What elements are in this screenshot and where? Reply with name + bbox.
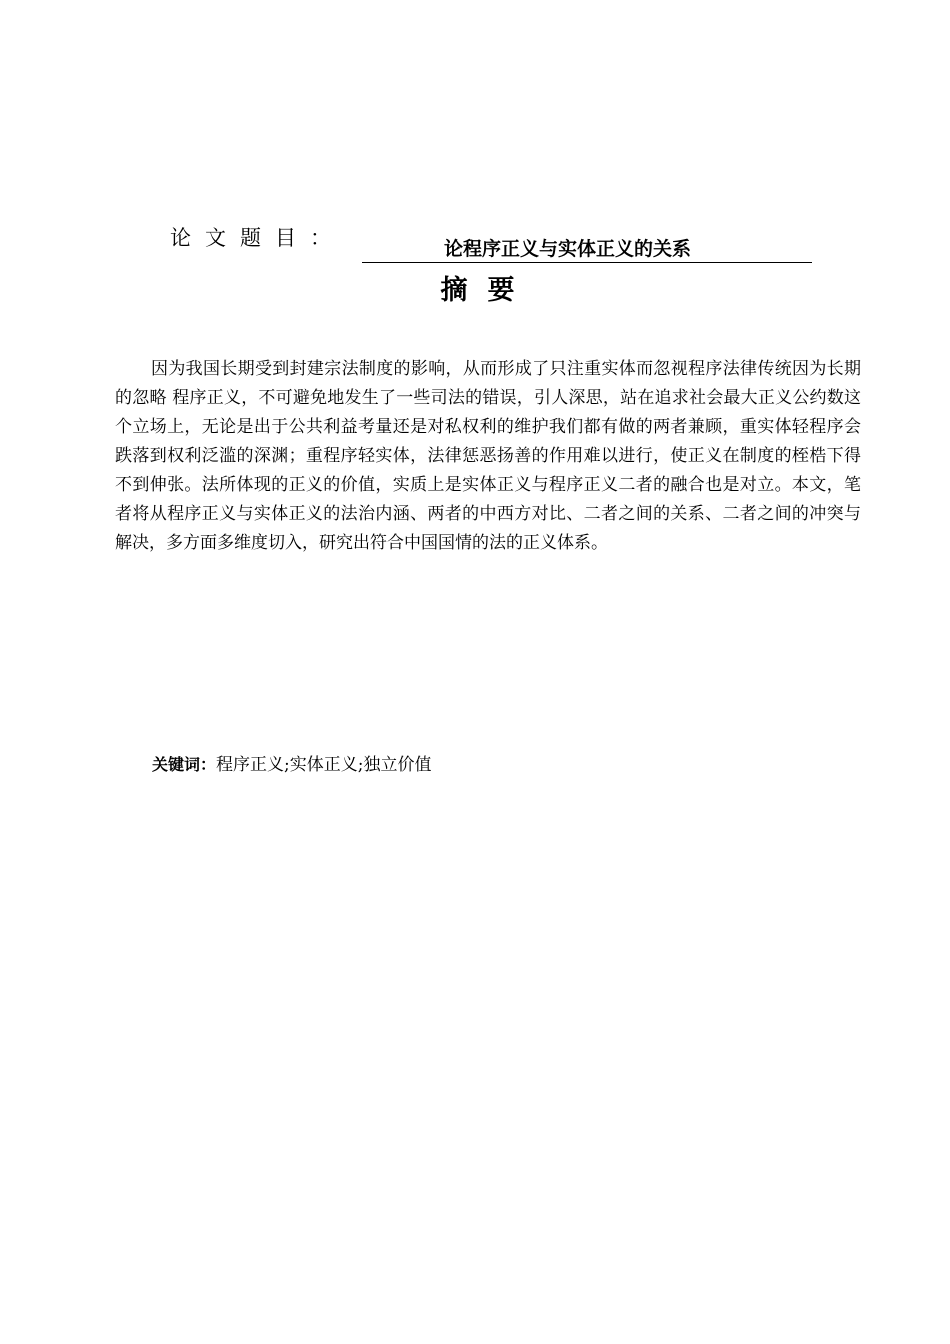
thesis-title-label: 论文题目： xyxy=(170,226,345,250)
thesis-title: 论程序正义与实体正义的关系 xyxy=(444,238,692,260)
keywords-value: 程序正义;实体正义;独立价值 xyxy=(216,755,432,775)
keywords-line xyxy=(152,750,431,775)
thesis-title-underline xyxy=(362,232,812,263)
abstract-body: 因为我国长期受到封建宗法制度的影响，从而形成了只注重实体而忽视程序法律传统因为长期的忽略 程序正义，不可避免地发生了一些司法的错误，引人深思，站在追求社会最大正义公约数这个立场上，无论是出于公共利益考量还是对私权利的维护我们都有做的两者兼顾，重实体轻程序会跌落到权利泛滥的深渊；重程序轻实体，法律惩恶扬善的作用难以进行，使正义在制度的桎梏下得不到伸张。法所体现的正义的价值，实质上是实体正义与程序正义二者的融合也是对立。本文，笔者将从程序正义与实体正义的法治内涵、两者的中西方对比、二者之间的关系、二者之间的冲突与解决，多方面多维度切入，研究出符合中国国情的法的正义体系。 xyxy=(115,359,861,553)
keywords-label: 关键词： xyxy=(152,755,217,774)
abstract-heading: 摘要 xyxy=(440,275,535,306)
